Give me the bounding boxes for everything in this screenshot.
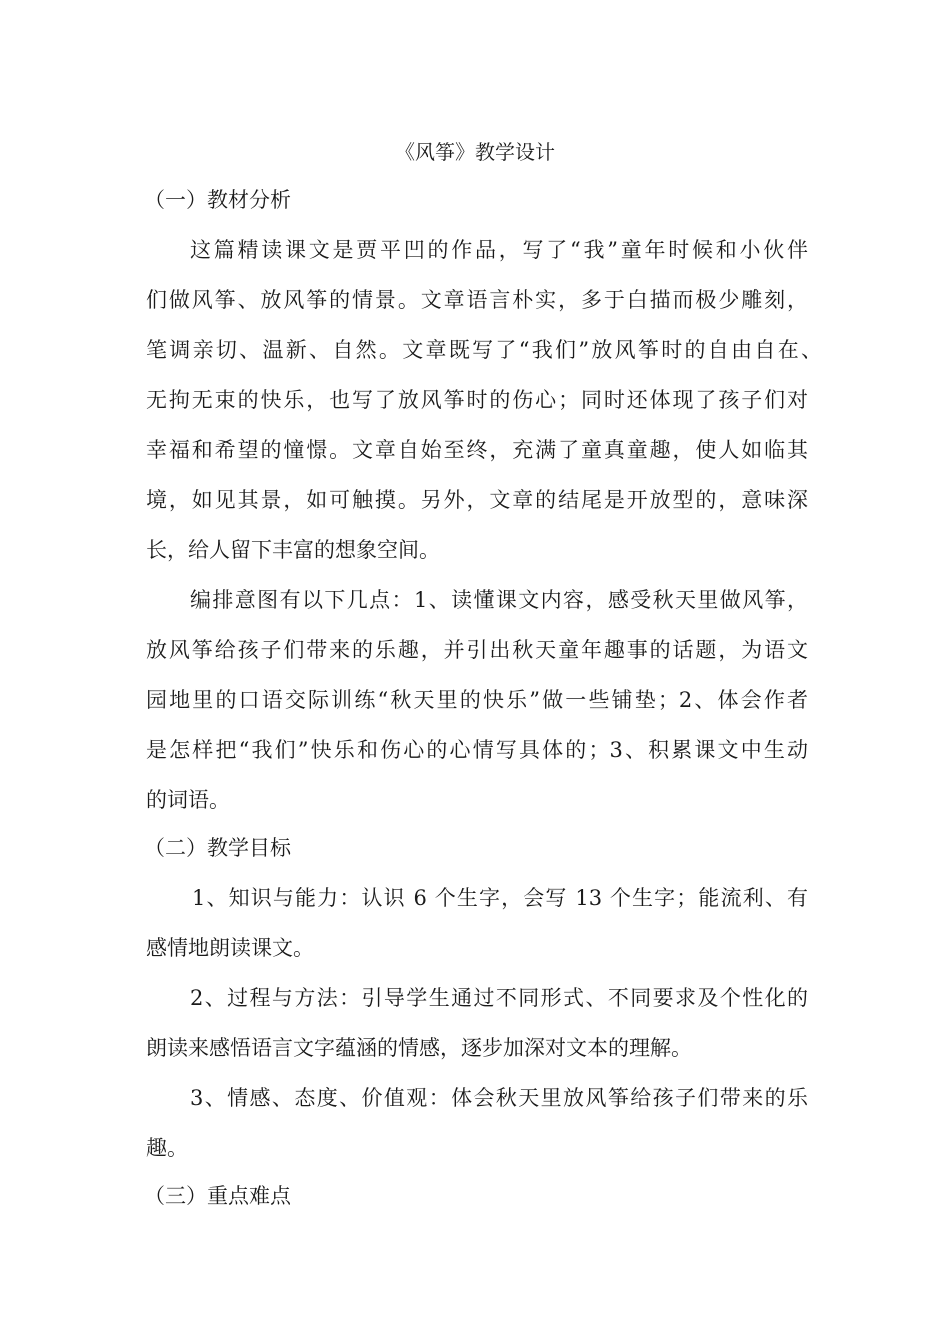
paragraph-line: 园地里的口语交际训练“秋天里的快乐”做一些铺垫；2、体会作者	[146, 688, 808, 712]
paragraph-line: 趣。	[146, 1136, 188, 1160]
paragraph-line: 无拘无束的快乐，也写了放风筝时的伤心；同时还体现了孩子们对	[146, 388, 808, 412]
paragraph-line: 长，给人留下丰富的想象空间。	[146, 538, 440, 562]
paragraph-line: 是怎样把“我们”快乐和伤心的心情写具体的；3、积累课文中生动	[146, 738, 808, 762]
paragraph-line: 2、过程与方法：引导学生通过不同形式、不同要求及个性化的	[190, 986, 808, 1010]
section-heading-analysis: （一）教材分析	[144, 188, 291, 212]
paragraph-line: 们做风筝、放风筝的情景。文章语言朴实，多于白描而极少雕刻，	[146, 288, 808, 312]
section-heading-key-points: （三）重点难点	[144, 1184, 291, 1208]
paragraph-line: 朗读来感悟语言文字蕴涵的情感，逐步加深对文本的理解。	[146, 1036, 692, 1060]
paragraph-line: 编排意图有以下几点：1、读懂课文内容，感受秋天里做风筝，	[190, 588, 808, 612]
paragraph-line: 感情地朗读课文。	[146, 936, 314, 960]
paragraph-line: 境，如见其景，如可触摸。另外，文章的结尾是开放型的，意味深	[146, 488, 808, 512]
paragraph-line: 这篇精读课文是贾平凹的作品，写了“我”童年时候和小伙伴	[190, 238, 808, 262]
paragraph-line: 的词语。	[146, 788, 230, 812]
document-title: 《风筝》教学设计	[395, 140, 555, 164]
paragraph-line: 放风筝给孩子们带来的乐趣，并引出秋天童年趣事的话题，为语文	[146, 638, 808, 662]
section-heading-goals: （二）教学目标	[144, 836, 291, 860]
paragraph-line: 1、知识与能力：认识 6 个生字，会写 13 个生字；能流利、有	[192, 886, 808, 910]
paragraph-line: 幸福和希望的憧憬。文章自始至终，充满了童真童趣，使人如临其	[146, 438, 808, 462]
paragraph-line: 3、情感、态度、价值观：体会秋天里放风筝给孩子们带来的乐	[190, 1086, 808, 1110]
paragraph-line: 笔调亲切、温新、自然。文章既写了“我们”放风筝时的自由自在、	[146, 338, 822, 362]
